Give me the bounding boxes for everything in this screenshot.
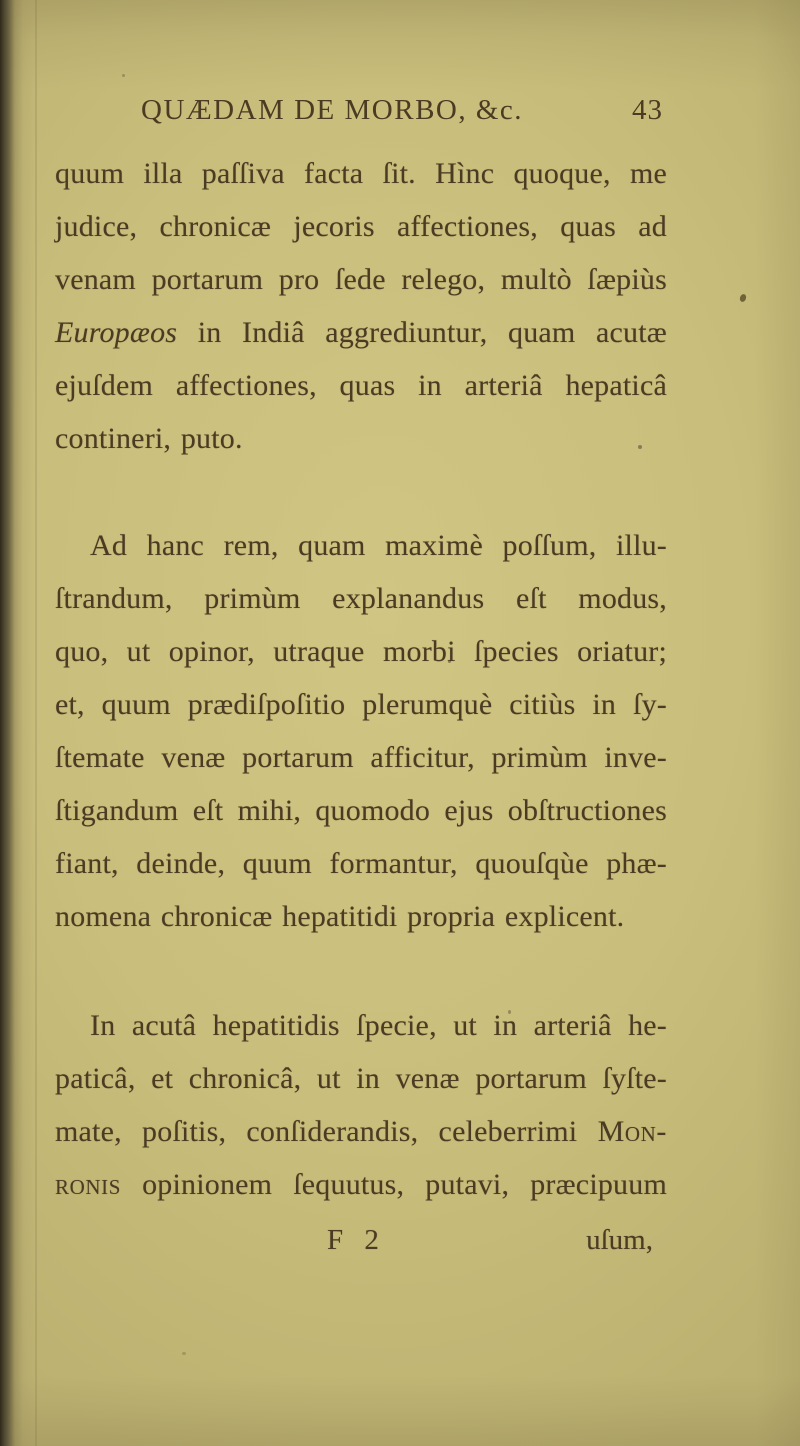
text-line [55, 1158, 667, 1211]
paragraph-3 [55, 999, 667, 1211]
paper-speck [739, 293, 747, 303]
paragraph-1 [55, 147, 667, 465]
smallcaps-name: Mon- [597, 1115, 667, 1148]
catchword: uſum, [586, 1224, 653, 1256]
text-line: ſtigandum eſt mihi, quomodo ejus obſtructiones [55, 794, 667, 827]
page-crease [35, 0, 37, 1446]
page-footer [55, 1214, 667, 1267]
text-segment: mate, poſitis, conſiderandis, celeberrimi [55, 1115, 598, 1148]
text-line: ſtemate venæ portarum afficitur, primùm inve- [55, 741, 667, 774]
italic-word: Europæos [55, 316, 178, 349]
text-line [55, 1105, 667, 1158]
text-line [55, 306, 667, 359]
text-line: judice, chronicæ jecoris affectiones, quas ad [55, 210, 667, 243]
text-line: Ad hanc rem, quam maximè poſſum, illu- [90, 529, 667, 562]
signature-mark: F 2 [327, 1224, 386, 1256]
text-segment: opinionem ſequutus, putavi, præcipuum [121, 1168, 667, 1201]
text-line: quo, ut opinor, utraque morbi ſpecies oriatur; [55, 635, 667, 668]
page-number: 43 [632, 94, 663, 126]
paragraph-2 [55, 519, 667, 943]
text-line: ſtrandum, primùm explanandus eſt modus, [55, 582, 667, 615]
smallcaps-name: ronis [55, 1168, 122, 1201]
text-line: fiant, deinde, quum formantur, quouſqùe phæ- [55, 847, 667, 880]
text-line: paticâ, et chronicâ, ut in venæ portarum ſyſte- [55, 1062, 667, 1095]
text-segment: in Indiâ aggrediuntur, quam acutæ [177, 316, 667, 349]
text-line: et, quum prædiſpoſitio plerumquè citiùs in ſy- [55, 688, 667, 721]
text-line: In acutâ hepatitidis ſpecie, ut in arteriâ he- [90, 1009, 667, 1042]
text-line: ejuſdem affectiones, quas in arteriâ hepaticâ [55, 369, 667, 402]
page-binding-edge [0, 0, 36, 1446]
running-title: QUÆDAM DE MORBO, &c. [141, 94, 524, 126]
text-line: venam portarum pro ſede relego, multò ſæpiùs [55, 263, 667, 296]
text-line: quum illa paſſiva facta ſit. Hìnc quoque, me [55, 157, 667, 190]
text-line: nomena chronicæ hepatitidi propria explicent. [55, 900, 625, 933]
text-line: contineri, puto. [55, 422, 243, 455]
